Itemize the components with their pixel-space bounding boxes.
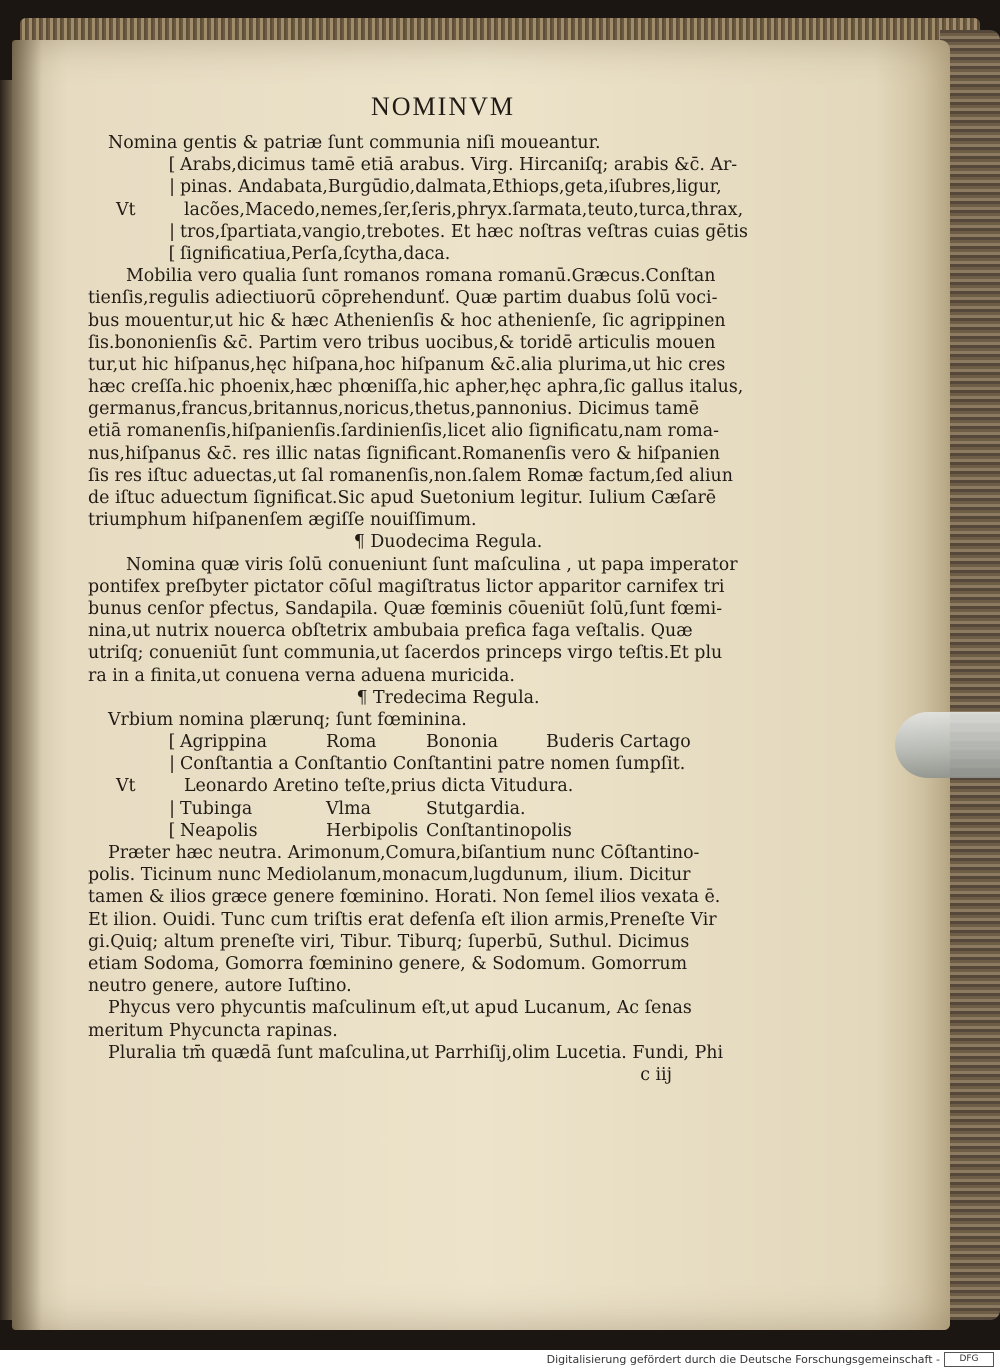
text-line: nina,ut nutrix nouerca obſtetrix ambubaia prefica faga veſtalis. Quæ [88, 621, 693, 642]
text-line: Mobilia vero qualia ſunt romanos romana romanū.Græcus.Conſtan [126, 266, 716, 287]
city-name: Herbipolis [326, 820, 419, 841]
text-line-content: Conſtantia a Conſtantio Conſtantini patre nomen ſumpſit. [180, 754, 686, 775]
text-line: Nomina gentis & patriæ ſunt communia niſi moueantur. [108, 133, 601, 153]
text-line: triumphum hiſpanenſem ægiſſe nouiſſimum. [88, 510, 477, 531]
city-name: Buderis Cartago [546, 732, 691, 753]
ut-marker: Vt [116, 776, 136, 797]
text-line: Phycus vero phycuntis maſculinum eſt,ut apud Lucanum, Ac ſenas [108, 998, 692, 1019]
bracket-glyph: | [169, 177, 175, 198]
bracket-glyph: [ [168, 243, 176, 264]
text-line [88, 775, 768, 797]
text-line [88, 221, 768, 243]
bracket-glyph: | [169, 754, 175, 775]
rule-heading: ¶ Duodecima Regula. [353, 532, 543, 553]
city-name: Conſtantinopolis [426, 820, 572, 841]
bracket-glyph: | [169, 221, 175, 242]
text-line: gi.Quiq; altum preneſte viri, Tibur. Tiburq; ſuperbū, Suthul. Dicimus [88, 931, 690, 952]
city-name: Neapolis [180, 820, 258, 841]
text-line: bunus cenſor pfectus, Sandapila. Quæ fœminis cōueniūt ſolū,ſunt fœmi- [88, 598, 723, 619]
page-heading: NOMINVM [371, 92, 515, 121]
page-text [88, 92, 768, 1086]
footer-bar [0, 1350, 1000, 1368]
city-name: Bononia [426, 732, 499, 753]
text-line: tamen & ilios græce genere fœminino. Horati. Non ſemel ilios vexata ē. [88, 887, 721, 908]
city-name: Vlma [326, 798, 371, 819]
text-line: ſis.bononienſis &c̄. Partim vero tribus uocibus,& toridē articulis mouen [88, 332, 716, 353]
text-line [88, 243, 768, 265]
text-line: etiam Sodoma, Gomorra fœminino genere, & Sodomum. Gomorrum [88, 953, 688, 974]
text-line: tienſis,regulis adiectiuorū cōprehendunť. Quæ partim duabus ſolū voci- [88, 288, 718, 309]
bracket-glyph: | [169, 798, 175, 819]
text-line: tur,ut hic hiſpanus,hęc hiſpana,hoc hiſpanum &c̄.alia plurima,ut hic cres [88, 354, 726, 375]
city-name: Roma [326, 732, 377, 753]
text-line: hæc creſſa.hic phoenix,hæc phœniſſa,hic apher,hęc aphra,ſic gallus italus, [88, 377, 744, 398]
city-name: Agrippina [180, 732, 267, 753]
city-list-row [88, 798, 768, 820]
text-line-content: lacões,Macedo,nemes,ſer,ſeris,phryx.ſarmata,teuto,turca,thrax, [184, 199, 744, 220]
text-line: ra in a finita,ut conuena verna aduena muricida. [88, 665, 515, 686]
text-line [88, 199, 768, 221]
text-line [88, 753, 768, 775]
text-line: Præter hæc neutra. Arimonum,Comura,biſantium nunc Cōſtantino- [108, 843, 700, 863]
text-line-content: Arabs,dicimus tamē etiā arabus. Virg. Hircaniſq; arabis &c̄. Ar- [180, 155, 738, 176]
page-clip-marker [895, 712, 1000, 778]
text-line: pontifex preſbyter pictator cōſul magiſtratus lictor apparitor carnifex tri [88, 576, 725, 597]
text-line: utriſq; conueniūt ſunt communia,ut ſacerdos princeps virgo teſtis.Et plu [88, 643, 723, 664]
bracket-glyph: [ [168, 820, 176, 841]
dfg-logo: DFG [944, 1352, 994, 1367]
text-line [88, 176, 768, 198]
text-line-content: ſignificatiua,Perſa,ſcytha,daca. [180, 243, 451, 264]
city-name: Tubinga [180, 798, 253, 819]
text-line: Et ilion. Ouidi. Tunc cum triſtis erat defenſa eſt ilion armis,Preneſte Vir [88, 909, 717, 930]
city-list-row [88, 820, 768, 842]
text-line: de iſtuc aduectum ſignificat.Sic apud Suetonium legitur. Iulium Cæſarē [88, 488, 717, 508]
text-line: polis. Ticinum nunc Mediolanum,monacum,lugdunum, ilium. Dicitur [88, 865, 691, 886]
rule-heading: ¶ Tredecima Regula. [356, 687, 540, 708]
text-line [88, 154, 768, 176]
text-line: bus mouentur,ut hic & hæc Athenienſis & hoc athenienſe, ſic agrippinen [88, 310, 726, 331]
city-name: Stutgardia. [426, 798, 526, 819]
text-line: Pluralia tm̄ quædā ſunt maſculina,ut Parrhiſij,olim Lucetia. Fundi, Phi [108, 1042, 724, 1063]
city-list-row [88, 731, 768, 753]
ut-marker: Vt [116, 199, 136, 220]
bracket-glyph: [ [168, 732, 176, 753]
text-line: neutro genere, autore Iuſtino. [88, 976, 352, 997]
text-line-content: tros,ſpartiata,vangio,trebotes. Et hæc noſtras veſtras cuias gētis [180, 221, 748, 242]
signature-mark: c iij [640, 1064, 672, 1085]
text-line: nus,hiſpanus &c̄. res illic natas ſignificant.Romanenſis vero & hiſpanien [88, 443, 720, 464]
page-gutter [12, 40, 42, 1330]
text-line: germanus,francus,britannus,noricus,thetus,pannonius. Dicimus tamē [88, 399, 700, 420]
text-line: meritum Phycuncta rapinas. [88, 1020, 338, 1041]
bracket-glyph [168, 775, 184, 797]
bracket-glyph: [ [168, 155, 176, 176]
text-line: ſis res iſtuc aduectas,ut ſal romanenſis,non.ſalem Romæ factum,ſed aliun [88, 465, 733, 486]
funding-notice: Digitalisierung gefördert durch die Deutsche Forschungsgemeinschaft - [546, 1353, 940, 1366]
text-line: Vrbium nomina plærunq; ſunt fœminina. [108, 709, 467, 730]
bracket-glyph [168, 199, 184, 221]
text-line-content: pinas. Andabata,Burgūdio,dalmata,Ethiops,geta,iſubres,ligur, [180, 177, 722, 198]
text-line: etiā romanenſis,hiſpanienſis.ſardinienſis,licet alio ſignificatu,nam roma- [88, 421, 720, 442]
text-line-content: Leonardo Aretino teſte,prius dicta Vitudura. [184, 776, 574, 797]
text-line: Nomina quæ viris ſolū conueniunt ſunt maſculina , ut papa imperator [126, 554, 738, 575]
